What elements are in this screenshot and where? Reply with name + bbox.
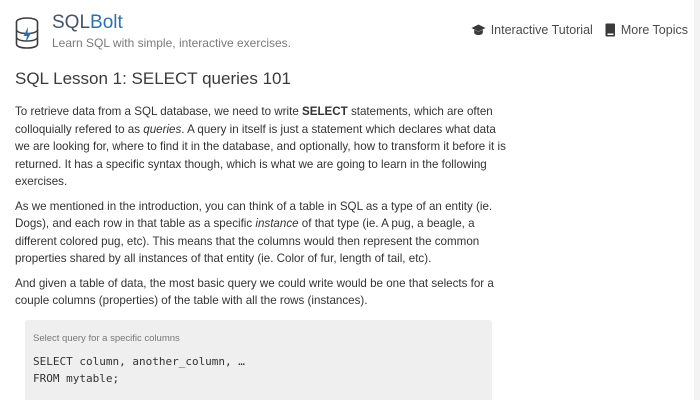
p2-text-c: of that type (ie. A pug, a beagle, a different colored pug, etc). This means that the columns would then represent the common properties shared by all instances of that entity (ie. Color of fur, length of tail, etc). <box>15 217 480 265</box>
database-logo-icon[interactable] <box>15 17 39 49</box>
code-line-2: FROM mytable; <box>33 372 120 385</box>
p2-text-a: As we mentioned in the introduction, you can think of a table in SQL as a type of an entity (ie. Dogs), and each row in that table as a specific <box>15 199 493 230</box>
site-header <box>0 0 700 60</box>
p1-emphasis-queries: queries <box>143 122 182 136</box>
p1-text-c: statements, which are often colloquially refered to as <box>15 105 493 136</box>
lesson-paragraph-2 <box>15 198 510 268</box>
nav-more-topics-label: More Topics <box>620 23 688 37</box>
nav-more-topics[interactable] <box>605 23 688 37</box>
code-example-label: Select query for a specific columns <box>33 333 180 344</box>
book-icon <box>605 23 616 37</box>
p1-text-e: . A query in itself is just a statement which declares what data we are looking for, where to find it in the database, and optionally, how to transform it before it is returned. It has a specific syntax though, which is what we are going to learn in the following exercises. <box>15 122 506 188</box>
brand-tagline: Learn SQL with simple, interactive exercises. <box>52 36 291 50</box>
p2-emphasis-instance: instance <box>255 217 299 230</box>
p1-text-a: To retrieve data from a SQL database, we need to write <box>15 105 302 118</box>
code-line-1: SELECT column, another_column, … <box>33 355 245 368</box>
brand-bolt: Bolt <box>90 12 123 33</box>
page-scrollbar[interactable] <box>694 0 700 400</box>
top-nav <box>471 23 688 37</box>
brand-sql: SQL <box>52 12 91 33</box>
lesson-title: SQL Lesson 1: SELECT queries 101 <box>15 69 291 88</box>
lesson-paragraph-3: And given a table of data, the most basic query we could write would be one that selects for a couple columns (properties) of the table with all the rows (instances). <box>15 276 494 307</box>
lesson-body <box>15 103 510 317</box>
brand-name[interactable] <box>52 12 123 34</box>
p1-keyword-select: SELECT <box>302 105 348 118</box>
nav-interactive-tutorial[interactable] <box>471 23 593 37</box>
code-example-box <box>25 320 492 400</box>
lesson-paragraph-1 <box>15 103 510 191</box>
graduation-cap-icon <box>471 24 486 36</box>
nav-interactive-tutorial-label: Interactive Tutorial <box>490 23 593 37</box>
